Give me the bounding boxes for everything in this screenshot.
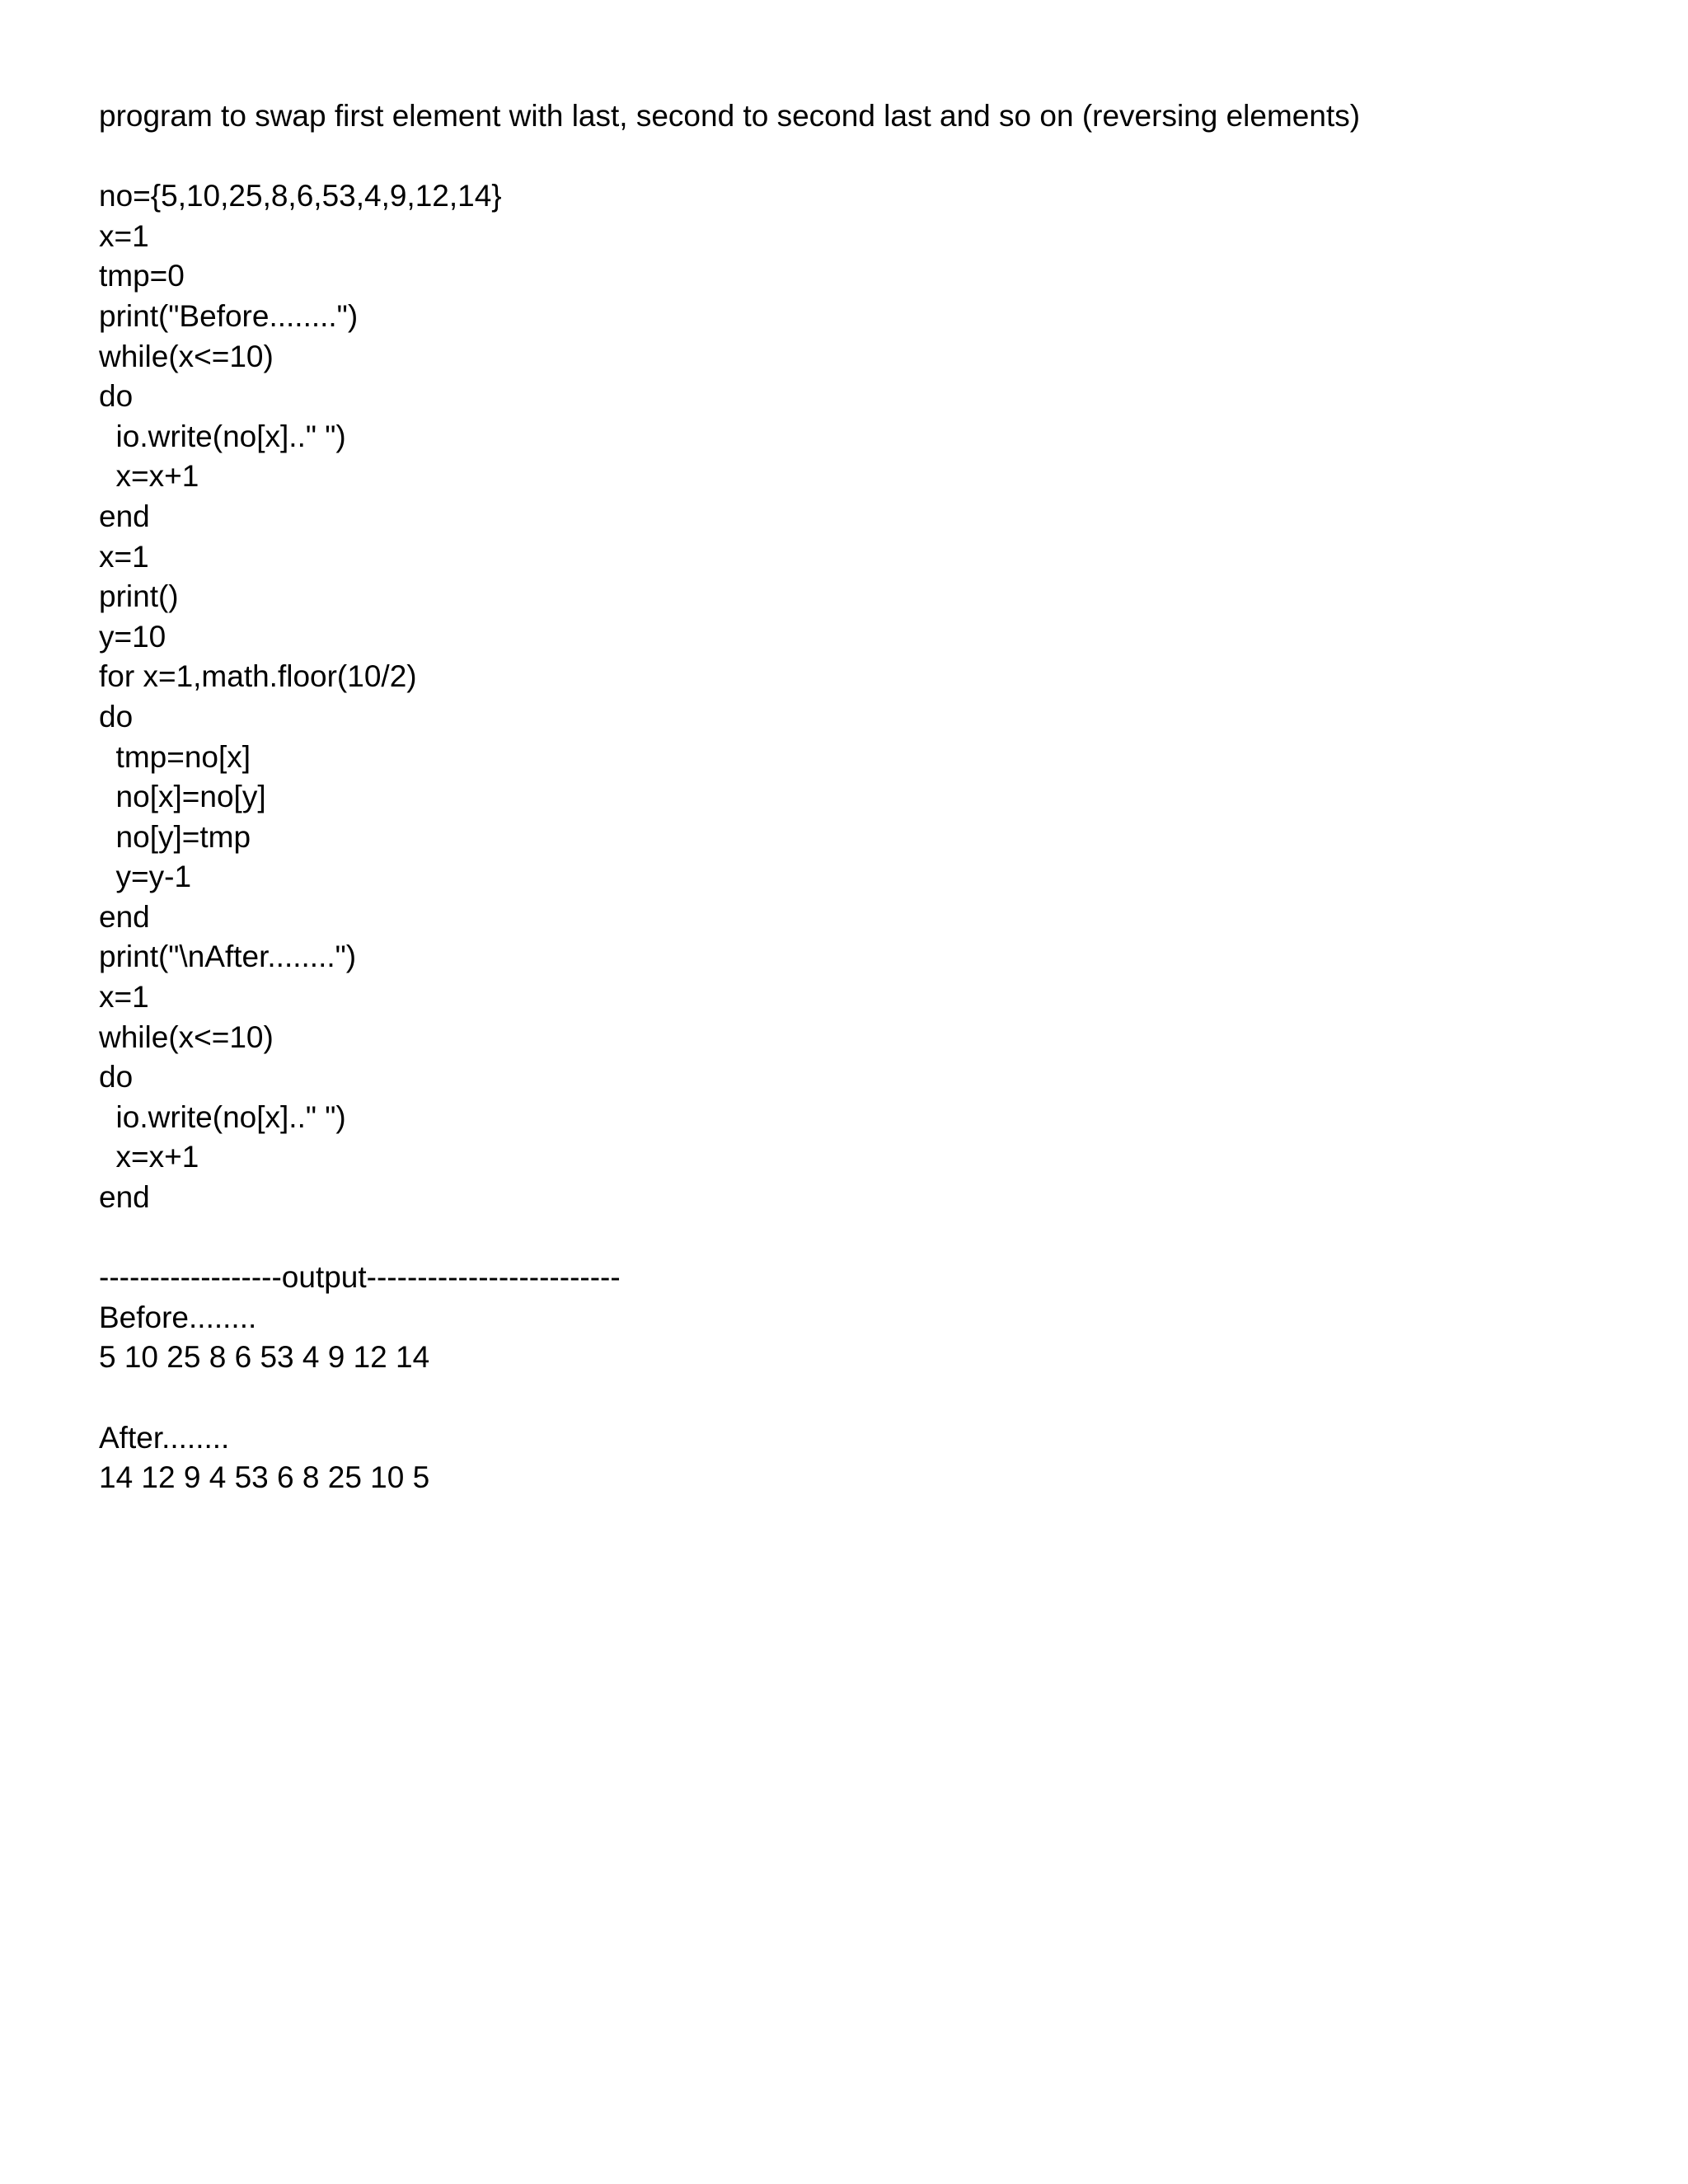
after-label: After........	[99, 1420, 230, 1455]
code-line: while(x<=10)	[99, 339, 274, 373]
code-line: no={5,10,25,8,6,53,4,9,12,14}	[99, 179, 502, 213]
document-title: program to swap first element with last, second to second last and so on (reversing elements)	[99, 99, 1361, 133]
code-line: x=1	[99, 218, 149, 253]
code-line: do	[99, 1060, 134, 1094]
blank-line	[99, 1218, 1632, 1258]
output-divider: ------------------output-------------------------	[99, 1260, 621, 1295]
code-line: y=10	[99, 619, 166, 654]
code-line: x=1	[99, 980, 149, 1015]
code-block	[99, 176, 1632, 1217]
code-line: end	[99, 899, 150, 934]
output-block	[99, 1258, 1632, 1498]
code-line: tmp=0	[99, 259, 185, 293]
before-values: 5 10 25 8 6 53 4 9 12 14	[99, 1340, 430, 1375]
code-line: end	[99, 499, 150, 533]
code-line: do	[99, 699, 134, 733]
code-line: print("Before........")	[99, 298, 359, 333]
before-label: Before........	[99, 1300, 257, 1334]
code-line: x=x+1	[99, 1140, 199, 1174]
code-line: for x=1,math.floor(10/2)	[99, 659, 417, 694]
blank-line	[99, 137, 1632, 177]
code-line: while(x<=10)	[99, 1019, 274, 1054]
code-line: y=y-1	[99, 860, 192, 894]
after-values: 14 12 9 4 53 6 8 25 10 5	[99, 1460, 430, 1495]
code-line: do	[99, 379, 134, 414]
code-line: x=x+1	[99, 459, 199, 494]
blank-line	[99, 1378, 1632, 1418]
code-line: x=1	[99, 539, 149, 574]
code-line: io.write(no[x].." ")	[99, 419, 346, 453]
code-line: tmp=no[x]	[99, 739, 251, 774]
code-line: print("\nAfter........")	[99, 940, 357, 974]
code-line: print()	[99, 579, 179, 614]
code-line: no[y]=tmp	[99, 819, 251, 854]
document-content	[99, 96, 1632, 1498]
code-line: no[x]=no[y]	[99, 780, 266, 814]
code-line: io.write(no[x].." ")	[99, 1099, 346, 1134]
code-line: end	[99, 1180, 150, 1215]
